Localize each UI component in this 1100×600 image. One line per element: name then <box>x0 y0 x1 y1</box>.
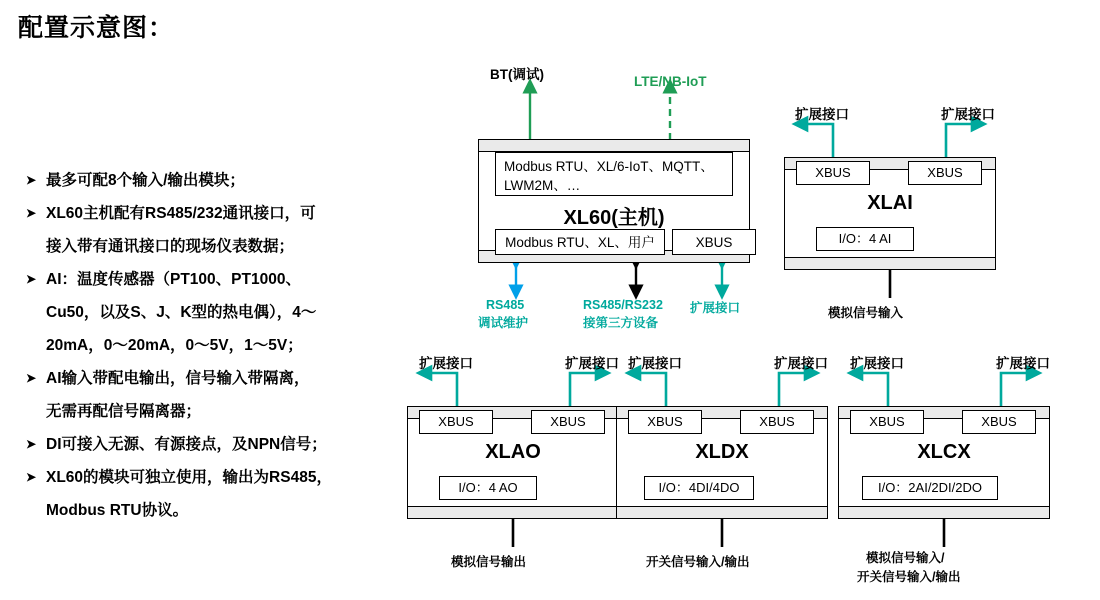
xlai-xbus-right: XBUS <box>908 161 982 185</box>
host-protocol-box-top: Modbus RTU、XL/6-IoT、MQTT、LWM2M、… <box>495 152 733 196</box>
page-title: 配置示意图： <box>18 14 175 42</box>
list-item: ➤ AI输入带配电输出，信号输入带隔离， <box>26 363 406 394</box>
xlai-io-spec: I/O：4 AI <box>816 227 914 251</box>
xldx-caption: 开关信号输入/输出 <box>646 555 750 569</box>
xlcx-xbus-right: XBUS <box>962 410 1036 434</box>
xlao-xbus-left: XBUS <box>419 410 493 434</box>
module-bottom-strip <box>839 506 1049 518</box>
list-item: ➤ 最多可配8个输入/输出模块； <box>26 165 406 196</box>
ext-label-xldx-left: 扩展接口 <box>628 356 682 371</box>
xlao-xbus-right: XBUS <box>531 410 605 434</box>
list-item: ➤ DI可接入无源、有源接点，及NPN信号； <box>26 429 406 460</box>
list-item: ➤ AI：温度传感器（PT100、PT1000、 <box>26 264 406 295</box>
rs232-note-line2: 接第三方设备 <box>583 316 659 330</box>
ext-label-xlao-right: 扩展接口 <box>565 356 619 371</box>
xlcx-io-spec: I/O：2AI/2DI/2DO <box>862 476 998 500</box>
list-item: 20mA，0～20mA，0～5V，1～5V； <box>46 337 303 354</box>
module-top-strip <box>479 140 749 152</box>
list-item: 接入带有通讯接口的现场仪表数据； <box>46 238 295 255</box>
xlcx-name: XLCX <box>917 441 971 463</box>
ext-label-xlai-left: 扩展接口 <box>795 107 849 122</box>
list-item: ➤ XL60主机配有RS485/232通讯接口，可 <box>26 198 406 229</box>
xldx-xbus-right: XBUS <box>740 410 814 434</box>
host-xbus-port: XBUS <box>672 229 756 255</box>
rs485-note-line1: RS485 <box>486 298 525 312</box>
xlai-xbus-left: XBUS <box>796 161 870 185</box>
xldx-io-spec: I/O：4DI/4DO <box>644 476 754 500</box>
host-ext-port-note: 扩展接口 <box>690 301 741 315</box>
module-bottom-strip <box>617 506 827 518</box>
xldx-xbus-left: XBUS <box>628 410 702 434</box>
host-name: XL60(主机) <box>563 207 665 229</box>
xlai-name: XLAI <box>867 192 913 214</box>
xlao-io-spec: I/O：4 AO <box>439 476 537 500</box>
feature-bullet-list <box>26 165 406 528</box>
rs232-note-line1: RS485/RS232 <box>583 298 663 312</box>
host-protocol-box-bottom: Modbus RTU、XL、用户 <box>495 229 665 255</box>
ext-label-xlcx-left: 扩展接口 <box>850 356 904 371</box>
xlao-caption: 模拟信号输出 <box>451 555 527 569</box>
bt-label: BT(调试) <box>490 67 544 82</box>
list-item: Modbus RTU协议。 <box>46 502 189 519</box>
ext-label-xlai-right: 扩展接口 <box>941 107 995 122</box>
module-bottom-strip <box>408 506 618 518</box>
ext-label-xldx-right: 扩展接口 <box>774 356 828 371</box>
lte-nbiot-label: LTE/NB-IoT <box>634 74 707 89</box>
module-bottom-strip <box>785 257 995 269</box>
rs485-note-line2: 调试维护 <box>478 316 529 330</box>
list-item: 无需再配信号隔离器； <box>46 403 202 420</box>
xlcx-caption-line2: 开关信号输入/输出 <box>857 570 961 584</box>
list-item: Cu50，以及S、J、K型的热电偶），4～ <box>46 304 317 321</box>
xlcx-xbus-left: XBUS <box>850 410 924 434</box>
ext-label-xlao-left: 扩展接口 <box>419 356 473 371</box>
xldx-name: XLDX <box>695 441 749 463</box>
list-item: ➤ XL60的模块可独立使用，输出为RS485， <box>26 462 406 493</box>
xlao-name: XLAO <box>485 441 541 463</box>
xlai-caption: 模拟信号输入 <box>828 306 904 320</box>
xlcx-caption-line1: 模拟信号输入/ <box>866 551 945 565</box>
ext-label-xlcx-right: 扩展接口 <box>996 356 1050 371</box>
